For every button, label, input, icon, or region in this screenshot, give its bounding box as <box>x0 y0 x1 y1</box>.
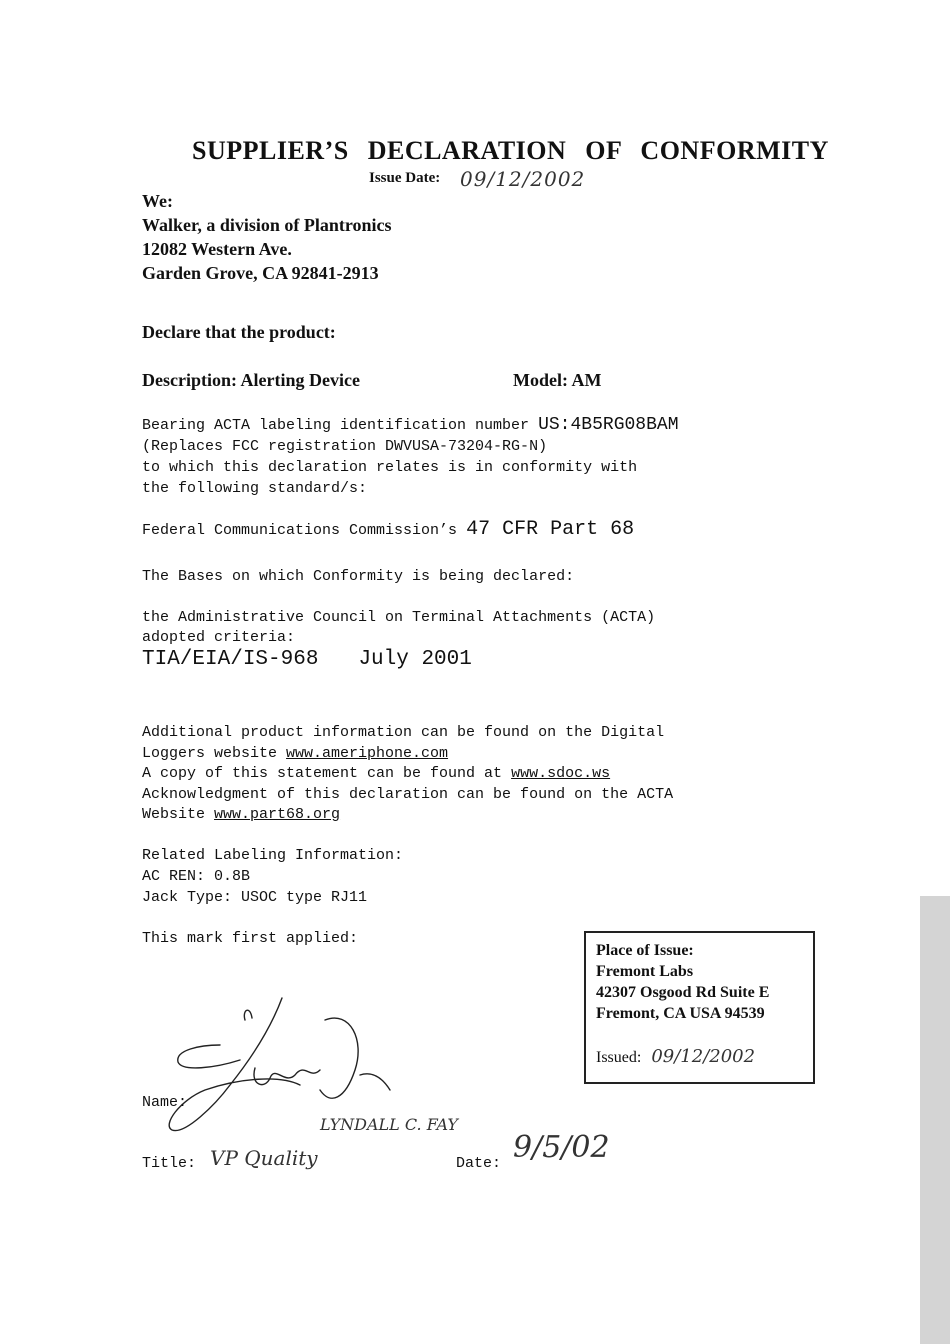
mark-first-applied: This mark first applied: <box>142 930 359 947</box>
additional-line-2 <box>142 744 448 765</box>
product-description: Description: Alerting Device <box>142 370 360 390</box>
additional-line-5 <box>142 805 340 826</box>
date-value: 9/5/02 <box>513 1130 610 1165</box>
issue-date-label: Issue Date: <box>369 170 441 186</box>
signature-image <box>160 990 490 1150</box>
we-label: We: <box>142 191 173 211</box>
sdoc-link[interactable]: www.sdoc.ws <box>511 765 611 782</box>
title-value: VP Quality <box>210 1146 318 1170</box>
place-heading: Place of Issue: <box>596 942 694 959</box>
standard-value: 47 CFR Part 68 <box>466 518 635 541</box>
page-title: SUPPLIER’S DECLARATION OF CONFORMITY <box>192 136 829 165</box>
acta-line-4: the following standard/s: <box>142 480 368 497</box>
name-label: Name: <box>142 1094 188 1111</box>
additional-line-3-text: A copy of this statement can be found at <box>142 765 512 782</box>
supplier-name: Walker, a division of Plantronics <box>142 215 392 235</box>
criteria-line <box>142 648 472 671</box>
acta-line-3: to which this declaration relates is in conformity with <box>142 459 638 476</box>
place-of-issue-box <box>584 931 815 1084</box>
acta-line-1-text: Bearing ACTA labeling identification number <box>142 417 539 434</box>
bases-line: The Bases on which Conformity is being declared: <box>142 568 575 585</box>
issued-value: 09/12/2002 <box>651 1046 756 1067</box>
labeling-heading: Related Labeling Information: <box>142 847 404 864</box>
additional-line-4: Acknowledgment of this declaration can be found on the ACTA <box>142 786 674 803</box>
acta-line-1 <box>142 415 679 437</box>
place-name: Fremont Labs <box>596 963 694 980</box>
part68-link[interactable]: www.part68.org <box>214 806 341 823</box>
declare-statement: Declare that the product: <box>142 322 336 342</box>
place-address-line1: 42307 Osgood Rd Suite E <box>596 984 770 1001</box>
issued-row <box>596 1046 755 1067</box>
additional-line-5-text: Website <box>142 806 215 823</box>
page-edge-shade <box>920 896 950 1344</box>
issued-label: Issued: <box>596 1049 642 1066</box>
supplier-address-line1: 12082 Western Ave. <box>142 239 292 259</box>
criteria-date: July 2001 <box>358 648 472 671</box>
council-line-1: the Administrative Council on Terminal Attachments (ACTA) <box>142 609 656 626</box>
date-label: Date: <box>456 1155 502 1172</box>
standard-line <box>142 520 634 542</box>
criteria-standard: TIA/EIA/IS-968 <box>142 648 319 671</box>
additional-line-1: Additional product information can be found on the Digital <box>142 724 665 741</box>
supplier-address-line2: Garden Grove, CA 92841-2913 <box>142 263 379 283</box>
acta-line-2: (Replaces FCC registration DWVUSA-73204-RG-N) <box>142 438 548 455</box>
ameriphone-link[interactable]: www.ameriphone.com <box>286 745 449 762</box>
standard-prefix: Federal Communications Commission’s <box>142 522 467 539</box>
council-line-2: adopted criteria: <box>142 629 296 646</box>
issue-date-value: 09/12/2002 <box>460 167 586 191</box>
ac-ren: AC REN: 0.8B <box>142 868 251 885</box>
jack-type: Jack Type: USOC type RJ11 <box>142 889 368 906</box>
acta-id-number: US:4B5RG08BAM <box>538 415 679 435</box>
product-model: Model: AM <box>513 370 602 390</box>
title-label: Title: <box>142 1155 197 1172</box>
signature-printed-name: LYNDALL C. FAY <box>320 1115 458 1134</box>
additional-line-2-text: Loggers website <box>142 745 287 762</box>
place-address-line2: Fremont, CA USA 94539 <box>596 1005 765 1022</box>
additional-line-3 <box>142 764 610 785</box>
